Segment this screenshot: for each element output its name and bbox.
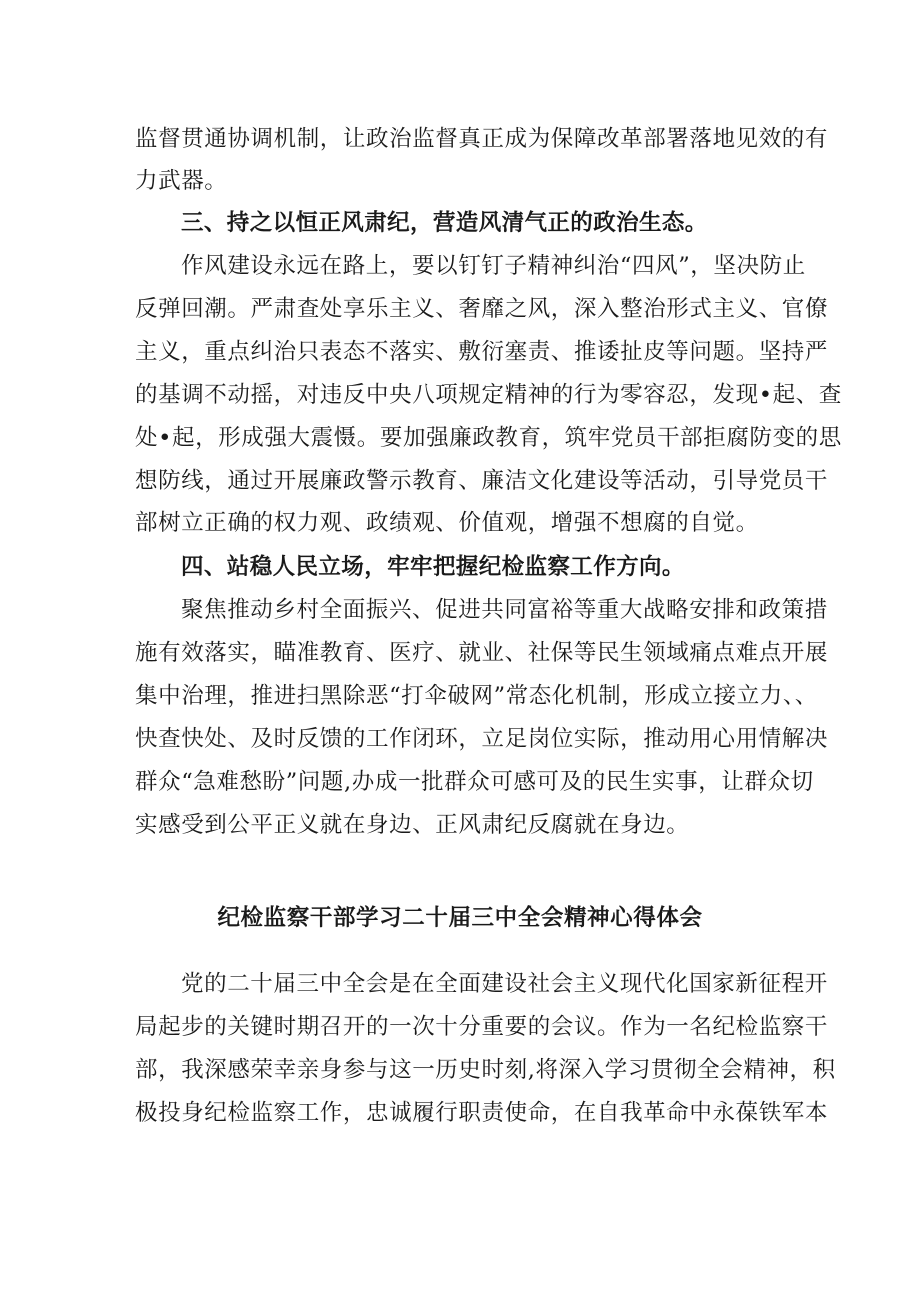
- paragraph-line: 施有效落实，瞄准教育、医疗、就业、社保等民生领域痛点难点开展: [135, 640, 829, 666]
- paragraph-line: 处•起，形成强大震慑。要加强廉政教育，筑牢党员干部拒腐防变的思: [135, 425, 842, 451]
- paragraph-line: 监督贯通协调机制，让政治监督真正成为保障改革部署落地见效的有: [135, 126, 829, 152]
- section-heading-three: 三、持之以恒正风肃纪，营造风清气正的政治生态。: [181, 210, 708, 236]
- paragraph-line: 的基调不动摇，对违反中央八项规定精神的行为零容忍，发现•起、查: [135, 382, 842, 408]
- paragraph-line: 作风建设永远在路上，要以钉钉子精神纠治“四风”，坚决防止: [181, 253, 806, 279]
- paragraph-line: 想防线，通过开展廉政警示教育、廉洁文化建设等活动，引导党员干: [135, 468, 829, 494]
- paragraph-line: 部，我深感荣幸亲身参与这一历史时刻,将深入学习贯彻全会精神，积: [135, 1057, 836, 1083]
- article-title: 纪检监察干部学习二十届三中全会精神心得体会: [217, 905, 703, 931]
- paragraph-line: 主义，重点纠治只表态不落实、敷衍塞责、推诿扯皮等问题。坚持严: [135, 339, 829, 365]
- paragraph-line: 局起步的关键时期召开的一次十分重要的会议。作为一名纪检监察干: [135, 1014, 829, 1040]
- paragraph-line: 快查快处、及时反馈的工作闭环，立足岗位实际，推动用心用情解决: [135, 726, 829, 752]
- paragraph-line: 部树立正确的权力观、政绩观、价值观，增强不想腐的自觉。: [135, 510, 759, 536]
- paragraph-line: 反弹回潮。严肃查处享乐主义、奢靡之风，深入整治形式主义、官僚: [135, 296, 829, 322]
- paragraph-line: 实感受到公平正义就在身边、正风肃纪反腐就在身边。: [135, 812, 690, 838]
- paragraph-line: 群众“急难愁盼”问题,办成一批群众可感可及的民生实事，让群众切: [135, 769, 814, 795]
- paragraph-line: 聚焦推动乡村全面振兴、促进共同富裕等重大战略安排和政策措: [181, 597, 828, 623]
- paragraph-line: 极投身纪检监察工作，忠诚履行职责使命，在自我革命中永葆铁军本: [135, 1100, 829, 1126]
- paragraph-line: 力武器。: [135, 168, 228, 194]
- section-heading-four: 四、站稳人民立场，牢牢把握纪检监察工作方向。: [181, 554, 685, 580]
- paragraph-line: 党的二十届三中全会是在全面建设社会主义现代化国家新征程开: [181, 971, 828, 997]
- paragraph-line: 集中治理，推进扫黑除恶“打伞破网”常态化机制，形成立接立力、、: [135, 683, 818, 709]
